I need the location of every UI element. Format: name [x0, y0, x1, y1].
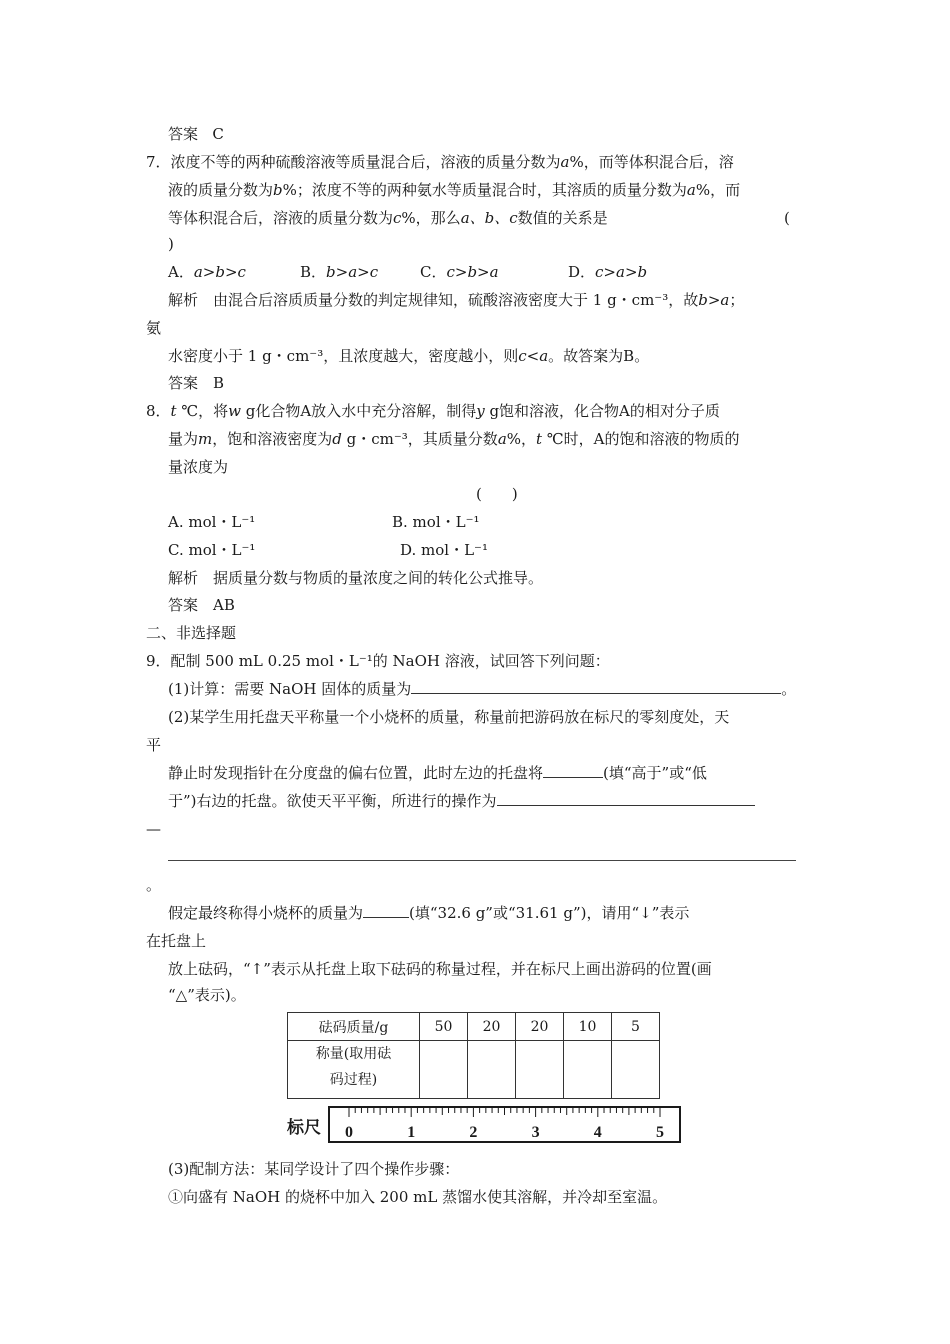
- q8-var: t: [536, 430, 543, 448]
- q9-part-2-wrap: 平: [146, 736, 162, 754]
- mass-cell: 50: [420, 1013, 468, 1041]
- q8-option-c[interactable]: C. mol・L⁻¹: [168, 541, 256, 559]
- answer-cell[interactable]: [420, 1041, 468, 1099]
- answer-cell[interactable]: [612, 1041, 660, 1099]
- q6-answer-label: 答案: [168, 125, 199, 143]
- q9-text: 于”)右边的托盘。欲使天平平衡，所进行的操作为: [168, 792, 497, 810]
- table-row-label: [288, 1041, 420, 1099]
- q9-text: 。: [781, 680, 797, 698]
- q8-var: y: [476, 402, 485, 420]
- q7-option-a[interactable]: [168, 262, 246, 282]
- option-label: D．: [568, 263, 596, 281]
- q8-text: 8．: [146, 402, 171, 420]
- ruler-number: 5: [656, 1124, 664, 1141]
- q7-answer: 答案 B: [168, 374, 225, 392]
- analysis-var: b>a: [698, 291, 730, 309]
- q7-text: %；浓度不等的两种氨水等质量混合时，其溶质的质量分数为: [282, 181, 687, 199]
- q8-var: d: [332, 430, 342, 448]
- ruler-number: 3: [531, 1124, 540, 1141]
- q7-analysis-1: [168, 290, 744, 310]
- q9-text: 假定最终称得小烧杯的质量为: [168, 904, 364, 922]
- q8-option-b[interactable]: B. mol・L⁻¹: [392, 513, 480, 531]
- mass-cell: 5: [612, 1013, 660, 1041]
- q8-var: w: [228, 402, 241, 420]
- ruler-number: 2: [469, 1124, 478, 1141]
- q8-text: %，: [506, 430, 537, 448]
- q7-var: a: [560, 153, 570, 171]
- table-row: [288, 1013, 660, 1041]
- q9-part-2c: [168, 791, 755, 811]
- q9-text: (填“高于”或“低: [603, 764, 707, 782]
- q8-option-d[interactable]: D. mol・L⁻¹: [400, 541, 488, 559]
- q7-var: b: [273, 181, 283, 199]
- option-text: c>b>a: [446, 263, 499, 281]
- option-text: c>a>b: [595, 263, 648, 281]
- ruler-label: 标尺: [287, 1118, 321, 1137]
- q7-analysis-2: [168, 346, 649, 366]
- q7-option-c[interactable]: [420, 262, 499, 282]
- option-label: B．: [300, 263, 327, 281]
- q8-text: ℃，将: [176, 402, 229, 420]
- row-label-line: 称量(取用砝: [315, 1046, 392, 1062]
- answer-blank-tray[interactable]: [543, 763, 603, 778]
- answer-line-operation[interactable]: [168, 860, 796, 861]
- analysis-text: ；: [729, 291, 745, 309]
- q9-part-2-dash: —: [146, 820, 161, 838]
- ruler-number: 1: [407, 1124, 416, 1141]
- q8-line-3: 量浓度为: [168, 458, 229, 476]
- q7-text: 液的质量分数为: [168, 181, 274, 199]
- answer-cell[interactable]: [564, 1041, 612, 1099]
- q9-text: (1)计算：需要 NaOH 固体的质量为: [168, 680, 412, 698]
- mass-cell: 10: [564, 1013, 612, 1041]
- answer-cell[interactable]: [516, 1041, 564, 1099]
- analysis-text: 水密度小于 1 g・cm⁻³，且浓度越大，密度越小，则: [168, 347, 519, 365]
- q7-paren-close: ): [168, 235, 174, 253]
- q8-var: t: [170, 402, 177, 420]
- answer-cell[interactable]: [468, 1041, 516, 1099]
- q6-answer-value: C: [212, 125, 224, 143]
- ruler-diagram[interactable]: [283, 1105, 683, 1145]
- ruler-ticks: [349, 1108, 660, 1117]
- row-label-line: 码过程): [329, 1072, 378, 1088]
- q8-text: g饱和溶液，化合物A的相对分子质: [484, 402, 720, 420]
- q8-text: ，饱和溶液密度为: [212, 430, 333, 448]
- q9-part-3a: [168, 903, 689, 923]
- q9-part-2-period: 。: [146, 876, 162, 894]
- q8-text: g・cm⁻³，其质量分数: [341, 430, 498, 448]
- q8-answer: 答案 AB: [168, 596, 235, 614]
- q7-var: a: [686, 181, 696, 199]
- q7-line-2: [168, 180, 740, 200]
- q8-option-a[interactable]: A. mol・L⁻¹: [168, 513, 256, 531]
- q6-answer: [168, 124, 224, 144]
- q7-line-3: [168, 208, 608, 228]
- q9-part-5: ①向盛有 NaOH 的烧杯中加入 200 mL 蒸馏水使其溶解，并冷却至室温。: [168, 1188, 668, 1206]
- q8-text: 量为: [168, 430, 199, 448]
- option-text: b>a>c: [326, 263, 379, 281]
- q7-var: c: [393, 209, 402, 227]
- ruler-number: 0: [345, 1124, 353, 1141]
- q9-text: (填“32.6 g”或“31.61 g”)，请用“↓”表示: [409, 904, 690, 922]
- q7-text: 7．浓度不等的两种硫酸溶液等质量混合后，溶液的质量分数为: [146, 153, 561, 171]
- q9-part-3b: 放上砝码，“↑”表示从托盘上取下砝码的称量过程，并在标尺上画出游码的位置(画: [168, 960, 712, 978]
- q7-analysis-wrap: 氨: [146, 319, 162, 337]
- option-text: a>b>c: [193, 263, 246, 281]
- ruler-number: 4: [593, 1124, 602, 1141]
- answer-blank-operation[interactable]: [497, 791, 755, 806]
- q8-line-1: [146, 401, 720, 421]
- q8-var: a: [497, 430, 507, 448]
- q8-text: ℃时，A的饱和溶液的物质的: [542, 430, 740, 448]
- q9-part-4: (3)配制方法：某同学设计了四个操作步骤：: [168, 1160, 460, 1178]
- analysis-text: 。故答案为B。: [548, 347, 650, 365]
- q7-line-1: [146, 152, 734, 172]
- q9-part-2b: [168, 763, 707, 783]
- q8-text: g化合物A放入水中充分溶解，制得: [240, 402, 477, 420]
- q9-line-1: 9．配制 500 mL 0.25 mol・L⁻¹的 NaOH 溶液，试回答下列问题：: [146, 652, 610, 670]
- q7-option-d[interactable]: [568, 262, 647, 282]
- table-row: [288, 1041, 660, 1099]
- q7-text: %，而: [695, 181, 741, 199]
- q8-line-2: [168, 429, 739, 449]
- ruler-numbers: [345, 1124, 664, 1141]
- q7-var: a、b、c: [460, 209, 518, 227]
- q9-text: 静止时发现指针在分度盘的偏右位置，此时左边的托盘将: [168, 764, 544, 782]
- option-label: C．: [420, 263, 447, 281]
- analysis-var: c<a: [518, 347, 549, 365]
- q7-paren-open: (: [784, 209, 790, 227]
- q9-part-2a: (2)某学生用托盘天平称量一个小烧杯的质量，称量前把游码放在标尺的零刻度处，天: [168, 708, 730, 726]
- q7-option-b[interactable]: [300, 262, 378, 282]
- q9-part-1: [168, 679, 796, 699]
- answer-blank-beaker-mass[interactable]: [363, 903, 409, 918]
- q8-var: m: [198, 430, 213, 448]
- q9-part-3-wrap: 在托盘上: [146, 932, 207, 950]
- analysis-text: 解析 由混合后溶质质量分数的判定规律知，硫酸溶液密度大于 1 g・cm⁻³，故: [168, 291, 699, 309]
- table-header-label: 砝码质量/g: [288, 1013, 420, 1041]
- q8-paren: ( ): [476, 485, 518, 503]
- q7-text: %，而等体积混合后，溶: [569, 153, 734, 171]
- weight-table: [287, 1012, 660, 1099]
- option-label: A．: [168, 263, 194, 281]
- q8-analysis: 解析 据质量分数与物质的量浓度之间的转化公式推导。: [168, 569, 544, 587]
- section-heading: 二、非选择题: [146, 624, 237, 642]
- q7-text: %，那么: [401, 209, 461, 227]
- q7-text: 数值的关系是: [517, 209, 608, 227]
- q7-text: 等体积混合后，溶液的质量分数为: [168, 209, 394, 227]
- answer-blank-mass[interactable]: [411, 679, 781, 694]
- mass-cell: 20: [468, 1013, 516, 1041]
- q9-part-3c: “△”表示)。: [168, 986, 246, 1004]
- mass-cell: 20: [516, 1013, 564, 1041]
